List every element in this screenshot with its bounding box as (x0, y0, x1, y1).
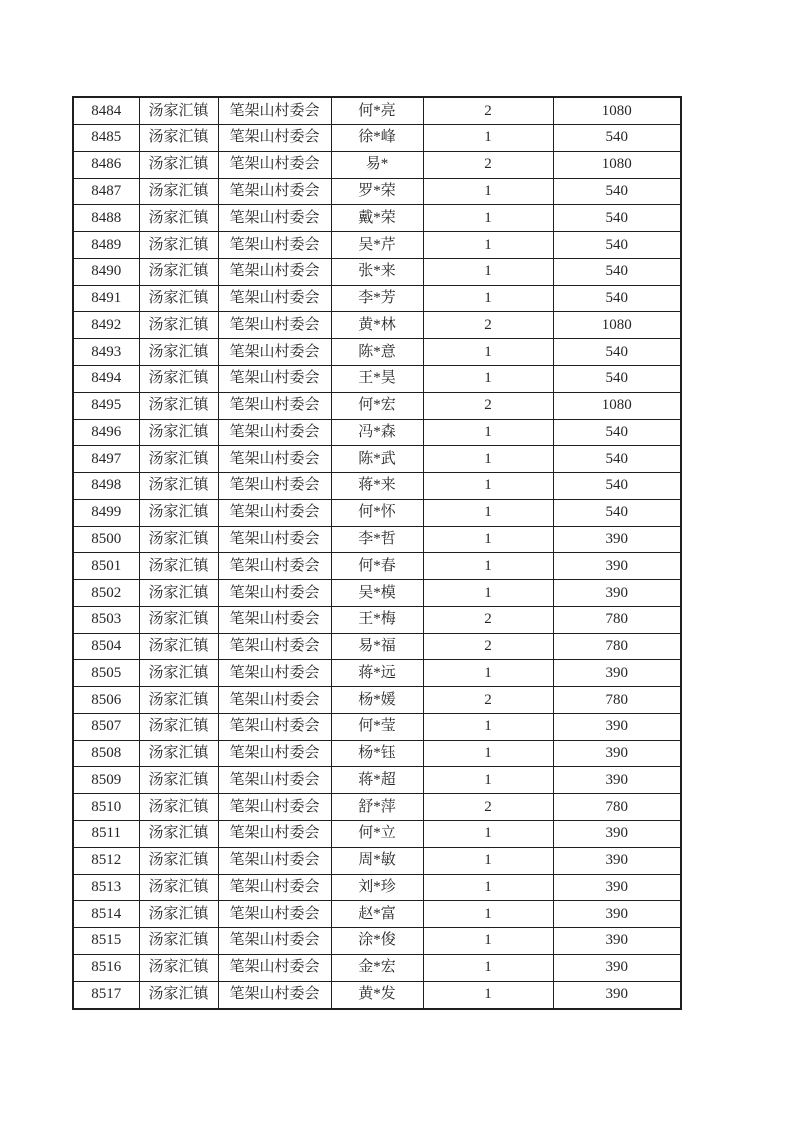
cell-town: 汤家汇镇 (139, 553, 218, 580)
cell-sequence-number: 8501 (73, 553, 139, 580)
cell-sequence-number: 8494 (73, 366, 139, 393)
cell-count: 2 (423, 687, 553, 714)
cell-town: 汤家汇镇 (139, 874, 218, 901)
cell-amount: 1080 (553, 312, 681, 339)
cell-town: 汤家汇镇 (139, 232, 218, 259)
table-row (73, 821, 681, 848)
table-row (73, 205, 681, 232)
cell-person-name: 何*怀 (331, 499, 423, 526)
cell-sequence-number: 8504 (73, 633, 139, 660)
cell-village: 笔架山村委会 (218, 339, 331, 366)
cell-village: 笔架山村委会 (218, 580, 331, 607)
cell-count: 1 (423, 713, 553, 740)
cell-sequence-number: 8507 (73, 713, 139, 740)
cell-amount: 540 (553, 446, 681, 473)
table-row (73, 419, 681, 446)
table-row (73, 312, 681, 339)
cell-sequence-number: 8497 (73, 446, 139, 473)
cell-village: 笔架山村委会 (218, 981, 331, 1009)
cell-person-name: 周*敏 (331, 847, 423, 874)
table-row (73, 633, 681, 660)
cell-count: 1 (423, 740, 553, 767)
cell-sequence-number: 8517 (73, 981, 139, 1009)
cell-person-name: 何*春 (331, 553, 423, 580)
cell-village: 笔架山村委会 (218, 125, 331, 152)
cell-person-name: 王*梅 (331, 606, 423, 633)
cell-person-name: 何*亮 (331, 97, 423, 125)
cell-village: 笔架山村委会 (218, 97, 331, 125)
cell-sequence-number: 8485 (73, 125, 139, 152)
cell-sequence-number: 8493 (73, 339, 139, 366)
cell-sequence-number: 8505 (73, 660, 139, 687)
cell-town: 汤家汇镇 (139, 499, 218, 526)
cell-sequence-number: 8492 (73, 312, 139, 339)
cell-amount: 540 (553, 473, 681, 500)
cell-village: 笔架山村委会 (218, 928, 331, 955)
cell-count: 2 (423, 97, 553, 125)
cell-village: 笔架山村委会 (218, 366, 331, 393)
cell-person-name: 赵*富 (331, 901, 423, 928)
table-row (73, 874, 681, 901)
cell-person-name: 易* (331, 151, 423, 178)
table-row (73, 125, 681, 152)
cell-village: 笔架山村委会 (218, 713, 331, 740)
cell-person-name: 张*来 (331, 258, 423, 285)
cell-town: 汤家汇镇 (139, 258, 218, 285)
table-row (73, 499, 681, 526)
cell-count: 1 (423, 660, 553, 687)
cell-count: 2 (423, 312, 553, 339)
table-row (73, 178, 681, 205)
cell-count: 1 (423, 232, 553, 259)
cell-amount: 390 (553, 740, 681, 767)
cell-person-name: 罗*荣 (331, 178, 423, 205)
cell-sequence-number: 8487 (73, 178, 139, 205)
cell-count: 1 (423, 258, 553, 285)
cell-count: 1 (423, 419, 553, 446)
cell-sequence-number: 8509 (73, 767, 139, 794)
cell-count: 2 (423, 151, 553, 178)
cell-person-name: 吴*芹 (331, 232, 423, 259)
cell-amount: 540 (553, 258, 681, 285)
table-row (73, 981, 681, 1009)
cell-amount: 390 (553, 767, 681, 794)
cell-count: 1 (423, 767, 553, 794)
cell-person-name: 黄*发 (331, 981, 423, 1009)
table-row (73, 473, 681, 500)
cell-village: 笔架山村委会 (218, 178, 331, 205)
cell-person-name: 陈*意 (331, 339, 423, 366)
cell-town: 汤家汇镇 (139, 821, 218, 848)
cell-amount: 780 (553, 633, 681, 660)
cell-village: 笔架山村委会 (218, 687, 331, 714)
cell-town: 汤家汇镇 (139, 954, 218, 981)
cell-town: 汤家汇镇 (139, 928, 218, 955)
cell-sequence-number: 8512 (73, 847, 139, 874)
cell-village: 笔架山村委会 (218, 660, 331, 687)
cell-amount: 390 (553, 660, 681, 687)
cell-count: 2 (423, 606, 553, 633)
cell-person-name: 舒*萍 (331, 794, 423, 821)
cell-village: 笔架山村委会 (218, 473, 331, 500)
cell-amount: 390 (553, 981, 681, 1009)
cell-amount: 390 (553, 928, 681, 955)
cell-town: 汤家汇镇 (139, 366, 218, 393)
table-row (73, 928, 681, 955)
cell-village: 笔架山村委会 (218, 499, 331, 526)
cell-count: 2 (423, 794, 553, 821)
table-row (73, 339, 681, 366)
cell-village: 笔架山村委会 (218, 526, 331, 553)
cell-count: 1 (423, 954, 553, 981)
cell-count: 1 (423, 499, 553, 526)
cell-sequence-number: 8491 (73, 285, 139, 312)
cell-village: 笔架山村委会 (218, 553, 331, 580)
cell-amount: 390 (553, 874, 681, 901)
cell-village: 笔架山村委会 (218, 767, 331, 794)
table-row (73, 660, 681, 687)
cell-count: 1 (423, 125, 553, 152)
cell-village: 笔架山村委会 (218, 446, 331, 473)
cell-amount: 780 (553, 794, 681, 821)
table-body (73, 97, 681, 1009)
cell-sequence-number: 8508 (73, 740, 139, 767)
cell-town: 汤家汇镇 (139, 901, 218, 928)
table-row (73, 954, 681, 981)
cell-village: 笔架山村委会 (218, 874, 331, 901)
cell-count: 2 (423, 392, 553, 419)
table-row (73, 713, 681, 740)
cell-count: 1 (423, 285, 553, 312)
cell-town: 汤家汇镇 (139, 660, 218, 687)
cell-amount: 1080 (553, 151, 681, 178)
cell-village: 笔架山村委会 (218, 794, 331, 821)
cell-amount: 390 (553, 847, 681, 874)
cell-person-name: 杨*钰 (331, 740, 423, 767)
table-row (73, 901, 681, 928)
cell-town: 汤家汇镇 (139, 526, 218, 553)
cell-sequence-number: 8489 (73, 232, 139, 259)
cell-person-name: 吴*模 (331, 580, 423, 607)
cell-town: 汤家汇镇 (139, 446, 218, 473)
cell-amount: 390 (553, 901, 681, 928)
cell-amount: 390 (553, 553, 681, 580)
cell-town: 汤家汇镇 (139, 205, 218, 232)
cell-village: 笔架山村委会 (218, 419, 331, 446)
cell-count: 1 (423, 526, 553, 553)
cell-person-name: 徐*峰 (331, 125, 423, 152)
cell-person-name: 刘*珍 (331, 874, 423, 901)
cell-person-name: 涂*俊 (331, 928, 423, 955)
cell-sequence-number: 8506 (73, 687, 139, 714)
cell-person-name: 蒋*来 (331, 473, 423, 500)
cell-town: 汤家汇镇 (139, 794, 218, 821)
cell-village: 笔架山村委会 (218, 232, 331, 259)
table-row (73, 232, 681, 259)
cell-person-name: 王*昊 (331, 366, 423, 393)
table-row (73, 794, 681, 821)
cell-amount: 390 (553, 526, 681, 553)
cell-amount: 540 (553, 419, 681, 446)
cell-sequence-number: 8490 (73, 258, 139, 285)
cell-count: 1 (423, 446, 553, 473)
table-row (73, 366, 681, 393)
cell-village: 笔架山村委会 (218, 633, 331, 660)
table-row (73, 526, 681, 553)
cell-count: 1 (423, 366, 553, 393)
cell-village: 笔架山村委会 (218, 740, 331, 767)
cell-village: 笔架山村委会 (218, 312, 331, 339)
cell-town: 汤家汇镇 (139, 687, 218, 714)
cell-amount: 540 (553, 205, 681, 232)
cell-amount: 390 (553, 580, 681, 607)
cell-village: 笔架山村委会 (218, 285, 331, 312)
cell-person-name: 何*立 (331, 821, 423, 848)
cell-sequence-number: 8514 (73, 901, 139, 928)
cell-count: 1 (423, 901, 553, 928)
cell-count: 1 (423, 205, 553, 232)
cell-sequence-number: 8488 (73, 205, 139, 232)
cell-sequence-number: 8500 (73, 526, 139, 553)
cell-town: 汤家汇镇 (139, 339, 218, 366)
cell-sequence-number: 8511 (73, 821, 139, 848)
cell-person-name: 易*福 (331, 633, 423, 660)
cell-person-name: 杨*媛 (331, 687, 423, 714)
cell-amount: 390 (553, 821, 681, 848)
table-row (73, 687, 681, 714)
cell-sequence-number: 8499 (73, 499, 139, 526)
cell-town: 汤家汇镇 (139, 740, 218, 767)
cell-town: 汤家汇镇 (139, 285, 218, 312)
cell-amount: 540 (553, 285, 681, 312)
cell-person-name: 冯*森 (331, 419, 423, 446)
cell-count: 1 (423, 821, 553, 848)
table-row (73, 740, 681, 767)
cell-town: 汤家汇镇 (139, 713, 218, 740)
cell-town: 汤家汇镇 (139, 392, 218, 419)
cell-person-name: 黄*林 (331, 312, 423, 339)
cell-count: 1 (423, 473, 553, 500)
cell-person-name: 何*宏 (331, 392, 423, 419)
payment-table (72, 96, 682, 1010)
cell-amount: 540 (553, 178, 681, 205)
cell-sequence-number: 8516 (73, 954, 139, 981)
cell-person-name: 蒋*远 (331, 660, 423, 687)
cell-amount: 540 (553, 366, 681, 393)
cell-village: 笔架山村委会 (218, 954, 331, 981)
cell-count: 1 (423, 553, 553, 580)
cell-town: 汤家汇镇 (139, 125, 218, 152)
cell-sequence-number: 8495 (73, 392, 139, 419)
cell-town: 汤家汇镇 (139, 178, 218, 205)
cell-amount: 540 (553, 125, 681, 152)
table-row (73, 580, 681, 607)
table-row (73, 767, 681, 794)
cell-village: 笔架山村委会 (218, 151, 331, 178)
cell-count: 1 (423, 580, 553, 607)
cell-village: 笔架山村委会 (218, 606, 331, 633)
cell-person-name: 蒋*超 (331, 767, 423, 794)
cell-town: 汤家汇镇 (139, 767, 218, 794)
cell-town: 汤家汇镇 (139, 981, 218, 1009)
table-row (73, 553, 681, 580)
cell-sequence-number: 8515 (73, 928, 139, 955)
cell-sequence-number: 8486 (73, 151, 139, 178)
cell-town: 汤家汇镇 (139, 151, 218, 178)
cell-amount: 780 (553, 687, 681, 714)
cell-sequence-number: 8498 (73, 473, 139, 500)
cell-town: 汤家汇镇 (139, 580, 218, 607)
table-row (73, 258, 681, 285)
cell-sequence-number: 8502 (73, 580, 139, 607)
cell-count: 2 (423, 633, 553, 660)
cell-town: 汤家汇镇 (139, 847, 218, 874)
cell-amount: 540 (553, 499, 681, 526)
table-row (73, 847, 681, 874)
cell-amount: 390 (553, 954, 681, 981)
cell-village: 笔架山村委会 (218, 821, 331, 848)
cell-person-name: 李*哲 (331, 526, 423, 553)
cell-count: 1 (423, 874, 553, 901)
cell-count: 1 (423, 339, 553, 366)
table-row (73, 606, 681, 633)
cell-village: 笔架山村委会 (218, 847, 331, 874)
cell-count: 1 (423, 928, 553, 955)
cell-town: 汤家汇镇 (139, 419, 218, 446)
cell-sequence-number: 8484 (73, 97, 139, 125)
table-row (73, 392, 681, 419)
cell-count: 1 (423, 981, 553, 1009)
cell-person-name: 戴*荣 (331, 205, 423, 232)
cell-sequence-number: 8496 (73, 419, 139, 446)
cell-village: 笔架山村委会 (218, 205, 331, 232)
cell-amount: 1080 (553, 97, 681, 125)
table-row (73, 446, 681, 473)
cell-town: 汤家汇镇 (139, 312, 218, 339)
cell-person-name: 李*芳 (331, 285, 423, 312)
cell-person-name: 金*宏 (331, 954, 423, 981)
cell-sequence-number: 8503 (73, 606, 139, 633)
cell-sequence-number: 8513 (73, 874, 139, 901)
cell-amount: 540 (553, 339, 681, 366)
cell-count: 1 (423, 847, 553, 874)
cell-town: 汤家汇镇 (139, 97, 218, 125)
cell-count: 1 (423, 178, 553, 205)
cell-amount: 540 (553, 232, 681, 259)
cell-amount: 1080 (553, 392, 681, 419)
cell-person-name: 何*莹 (331, 713, 423, 740)
cell-village: 笔架山村委会 (218, 392, 331, 419)
cell-person-name: 陈*武 (331, 446, 423, 473)
cell-amount: 780 (553, 606, 681, 633)
cell-village: 笔架山村委会 (218, 901, 331, 928)
table-row (73, 151, 681, 178)
cell-town: 汤家汇镇 (139, 606, 218, 633)
table-row (73, 97, 681, 125)
cell-town: 汤家汇镇 (139, 633, 218, 660)
cell-amount: 390 (553, 713, 681, 740)
cell-town: 汤家汇镇 (139, 473, 218, 500)
table-row (73, 285, 681, 312)
cell-village: 笔架山村委会 (218, 258, 331, 285)
cell-sequence-number: 8510 (73, 794, 139, 821)
